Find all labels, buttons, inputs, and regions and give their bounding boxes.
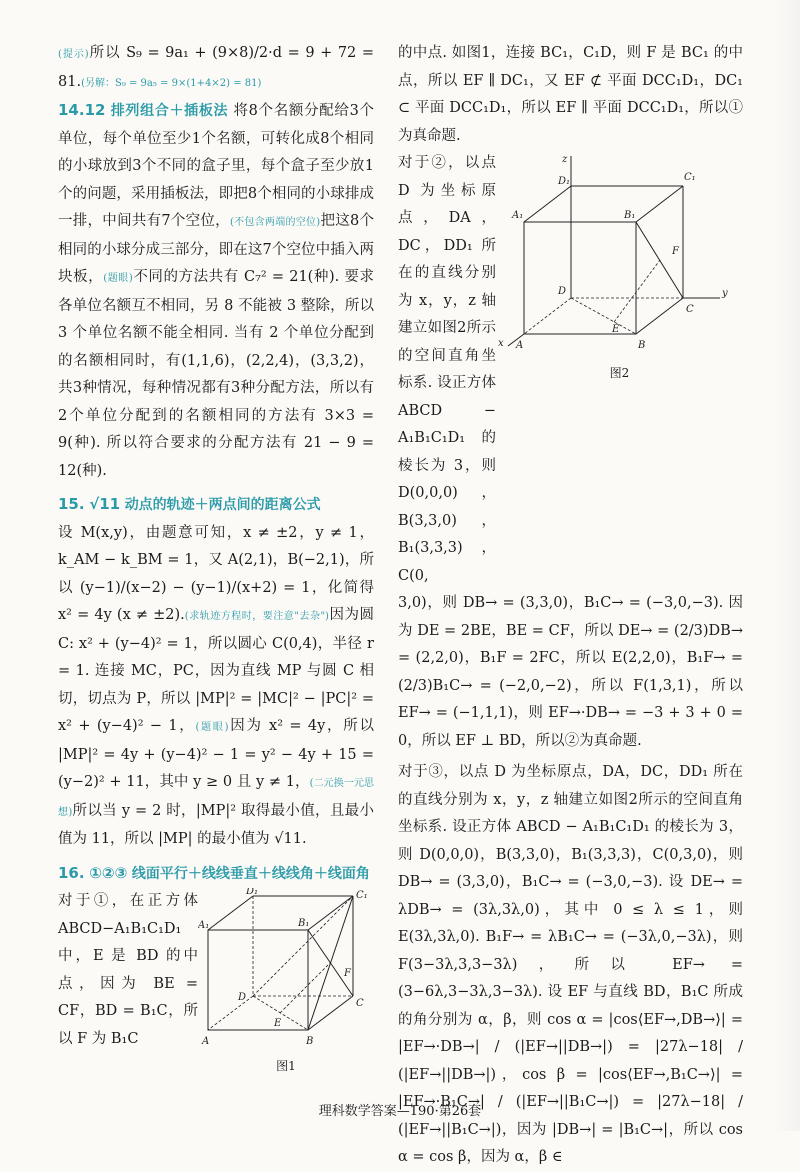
q16-topic: 线面平行＋线线垂直＋线线角＋线面角 [131,865,370,882]
q14-hint-1: (不包含两端的空位) [229,217,321,228]
fig2-edge [636,298,683,334]
q16-cont-1: 的中点. 如图1，连接 BC₁，C₁D，则 F 是 BC₁ 的中点，所以 EF ∥ DC₁，又 EF ⊄ 平面 DCC₁D₁，DC₁ ⊂ 平面 DCC₁D₁，所以 EF ∥ 平面 DCC₁D₁，所以①为真命题. [398,45,743,144]
figure-vertex-label: D₁ [558,176,571,187]
hint-q13-alt: (另解：S₉ = 9a₅ = 9×(1+4×2) = 81) [81,77,262,89]
q15 [58,491,374,854]
q16-number: 16. [58,863,85,882]
figure-vertex-label: z [562,154,568,165]
figure-vertex-label: A [202,1036,210,1047]
page-edge-shadow [772,0,800,1131]
figure-vertex-label: E [274,1018,282,1029]
figure-vertex-label: A [516,340,524,351]
figure-vertex-label: D [238,992,247,1003]
figure-vertex-label: E [612,324,620,335]
figure-vertex-label: C₁ [356,890,368,901]
figure-vertex-label: C₁ [684,172,696,183]
q16-heading [58,860,374,889]
figure-vertex-label: D₁ [246,888,259,897]
figure-vertex-label: B₁ [298,918,310,929]
fig2-edge [636,186,683,222]
figure-vertex-label: F [672,246,679,257]
fig2-edge [524,186,571,222]
q15-answer: √11 [89,495,121,513]
fig2-bd [571,298,636,334]
page-footer: 理科数学答案—190·第26套 [318,1104,482,1119]
fig1-bc1 [308,896,353,1030]
figure-vertex-label: C [356,998,364,1009]
q14-hint-2: (题眼) [103,273,133,284]
q15-number: 15. [58,495,85,513]
q15-text-3: 因为 x² = 4y，所以 |MP|² = 4y + (y−4)² − 1 = y² − 4y + 15 = (y−2)² + 11，其中 y ≥ 0 且 y ≠ 1， [58,718,374,790]
q16-text: 对于①，在正方体 ABCD−A₁B₁C₁D₁ 中，E 是 BD 的中点，因为 BE = CF，BD = B₁C，所以 F 为 B₁C [58,893,198,1047]
q14 [58,97,374,485]
q16-part3: 对于③，以点 D 为坐标原点，DA，DC，DD₁ 所在的直线分别为 x，y，z 轴建立如图2所示的空间直角坐标系. 设正方体 ABCD − A₁B₁C₁D₁ 的棱长为 3，则 D(0,0,0)，B(3,3,0)，B₁(3,3,3)，C(0,3,0)，则 DB→ = (3,3,0)，B₁C→ = (−3,0,−3). 设 DE→ = λDB→ = (3λ,3λ,0)，其中 0 ≤ λ ≤ 1，则 E(3λ,3λ,0). B₁F→ = λB₁C→ = (−3λ,0,−3λ)，则 F(3−3λ,3,3−3λ)，所以 EF→ = (3−6λ,3−3λ,3−3λ). 设 EF 与直线 BD，B₁C 所成的角分别为 α，β，则 cos α = |cos⟨EF→,DB→⟩| = |EF→·DB→| / (|EF→||DB→|) = |27λ−18| / (|EF→||DB→|)，cos β = |cos⟨EF→,B₁C→⟩| = |EF→·B₁C→| / (|EF→||B₁C→|) = |27λ−18| / (|EF→||B₁C→|)，因为 |DB→| = |B₁C→|，所以 cos α = cos β，因为 α，β ∈ [398,764,743,1165]
fig1-edge [308,896,353,930]
fig1-front-face [208,930,308,1030]
q16-body [58,888,374,1074]
q16-part2 [398,150,743,590]
figure-2-caption: 图2 [609,366,630,380]
q15-text-2: 因为圆 C: x² + (y−4)² = 1，所以圆心 C(0,4)，半径 r = 1. 连接 MC，PC，因为直线 MP 与圆 C 相切，切点为 P，所以 |MP|² = |MC|² − |PC|² = x² + (y−4)² − 1， [58,607,375,734]
fig2-front-face [524,222,636,334]
figure-vertex-label: y [722,288,728,299]
q15-hint-1: (求轨迹方程时，要注意"去杂") [184,611,329,622]
figure-vertex-label: D [558,286,567,297]
fig1-hidden-edge [208,996,253,1030]
figure-vertex-label: A₁ [512,210,524,221]
figure-vertex-label: x [498,338,504,349]
figure-1-cube [198,888,370,1058]
fig2-b1c [636,222,683,298]
q15-hint-3: (二元换一元思想) [58,778,374,818]
figure-vertex-label: F [344,968,351,979]
left-column [58,40,374,1074]
fig1-dc1 [253,896,353,996]
q13-text: 所以 S₉ = 9a₁ + (9×8)/2·d = 9 + 72 = 81. [58,45,375,90]
figure-vertex-label: A₁ [198,920,210,931]
figure-vertex-label: C [686,304,694,315]
q15-text: 设 M(x,y)，由题意可知，x ≠ ±2，y ≠ 1，k_AM − k_BM = 1，又 A(2,1)，B(−2,1)，所以 (y−1)/(x−2) − (y−1)/(x+2) = 1，化简得 x² = 4y (x ≠ ±2). [58,524,374,623]
figure-vertex-label: B₁ [624,210,636,221]
figure-vertex-label: B [638,340,646,351]
fig2-hidden-edge [524,298,571,334]
q13-tail [58,40,374,97]
fig1-edge [308,996,353,1030]
figure-1 [198,888,374,1074]
q15-topic: 动点的轨迹＋两点间的距离公式 [124,497,321,513]
q15-hint-2: (题眼) [195,722,229,733]
hint-q13: (提示) [58,49,89,60]
fig2-ef [614,260,660,322]
q16-part2-text: 对于②，以点 D 为坐标原点，DA，DC，DD₁ 所在的直线分别为 x，y，z 轴建立如图2所示的空间直角坐标系. 设正方体 ABCD − A₁B₁C₁D₁ 的棱长为 3，则 D(0,0,0)，B(3,3,0)，B₁(3,3,3)，C(0, [398,155,496,584]
q14-text-3: 不同的方法共有 C₇² = 21(种). 要求各单位名额互不相同，另 8 不能被 3 整除，所以 3 个单位名额不能全相同. 当有 2 个单位分配到的名额相同时，有(1,1,6)，(2,2,4)，(3,3,2)，共3种情况，每种情况都有3种分配方法，所以有2个单位分配到的名额相同的方法有 3×3 = 9(种). 所以符合要求的分配方法有 21 − 9 = 12(种). [58,269,375,479]
figure-2-cube [496,150,736,365]
q14-text-2: 把这8个相同的小球分成三部分，即在这7个空位中插入两块板， [58,213,374,285]
figure-vertex-label: B [306,1036,314,1047]
q16-part2-cont: 3,0)，则 DB→ = (3,3,0)，B₁C→ = (−3,0,−3). 因为 DE = 2BE，BE = CF，所以 DE→ = (2/3)DB→ = (2,2,0)，B₁F = 2FC，所以 E(2,2,0)，B₁F→ = (2/3)B₁C→ = (−2,0,−2)，所以 F(1,3,1)，所以 EF→ = (−1,1,1)，则 EF→·DB→ = −3 + 3 + 0 = 0，所以 EF ⊥ BD，所以②为真命题. [398,595,743,749]
q15-text-4: 所以当 y = 2 时，|MP|² 取得最小值，且最小值为 11，所以 |MP| 的最小值为 √11. [58,802,374,847]
figure-1-caption: 图1 [276,1059,296,1073]
fig1-edge [208,896,253,930]
figure-2 [496,150,743,381]
right-column [398,40,743,1172]
q14-topic: 排列组合＋插板法 [110,103,229,119]
q14-number: 14.12 [58,101,106,119]
q16-answer: ①②③ [89,863,128,882]
q14-text: 将8个名额分配给3个单位，每个单位至少1个名额，可转化成8个相同的小球放到3个不同的盒子里，每个盒子至少放1个的问题，采用插板法，即把8个相同的小球排成一排，中间共有7个空位， [58,103,375,229]
